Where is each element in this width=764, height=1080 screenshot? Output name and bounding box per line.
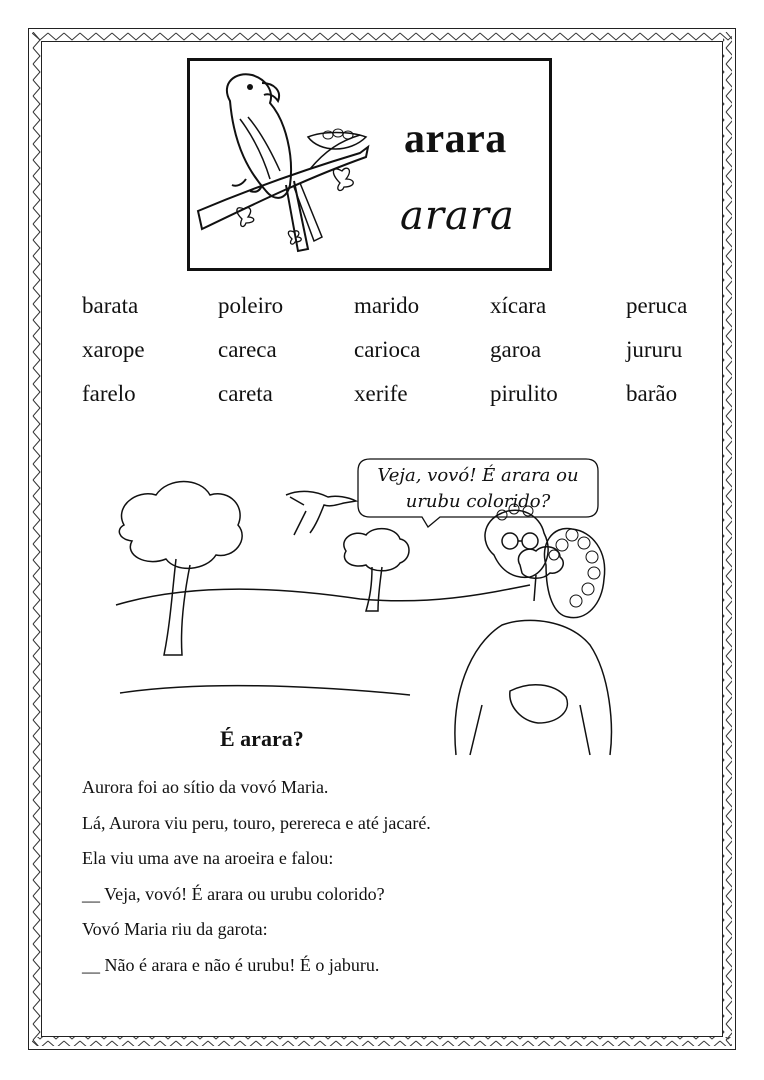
- word: xícara: [490, 293, 547, 318]
- word: peruca: [626, 293, 688, 318]
- word: careca: [218, 337, 277, 362]
- word: jururu: [626, 337, 683, 362]
- story-line: __ Não é arara e não é urubu! É o jaburu.: [82, 954, 380, 975]
- word: poleiro: [218, 293, 284, 318]
- story-line: Lá, Aurora viu peru, touro, perereca e até jacaré.: [82, 812, 431, 833]
- word: barata: [82, 293, 139, 318]
- word: pirulito: [490, 381, 558, 406]
- word: barão: [626, 381, 678, 406]
- speech-bubble-line2: urubu colorido?: [405, 491, 551, 512]
- word-cursive: arara: [400, 193, 515, 239]
- word: marido: [354, 293, 420, 318]
- word: careta: [218, 381, 273, 406]
- word: garoa: [490, 337, 542, 362]
- word-print: arara: [404, 116, 507, 162]
- story-line: __ Veja, vovó! É arara ou urubu colorido?: [82, 883, 385, 904]
- word: carioca: [354, 337, 421, 362]
- word: xarope: [82, 337, 145, 362]
- story-title: É arara?: [220, 726, 304, 751]
- story-line: Ela viu uma ave na aroeira e falou:: [82, 848, 334, 868]
- title-card: [187, 58, 552, 271]
- word: xerife: [354, 381, 408, 406]
- speech-bubble-line1: Veja, vovó! É arara ou: [377, 465, 579, 486]
- story-line: Vovó Maria riu da garota:: [82, 919, 268, 939]
- scene-illustration: [110, 455, 630, 765]
- story-line: Aurora foi ao sítio da vovó Maria.: [82, 777, 329, 797]
- word-grid: [82, 290, 722, 409]
- word: farelo: [82, 381, 136, 406]
- story-text: [82, 774, 702, 987]
